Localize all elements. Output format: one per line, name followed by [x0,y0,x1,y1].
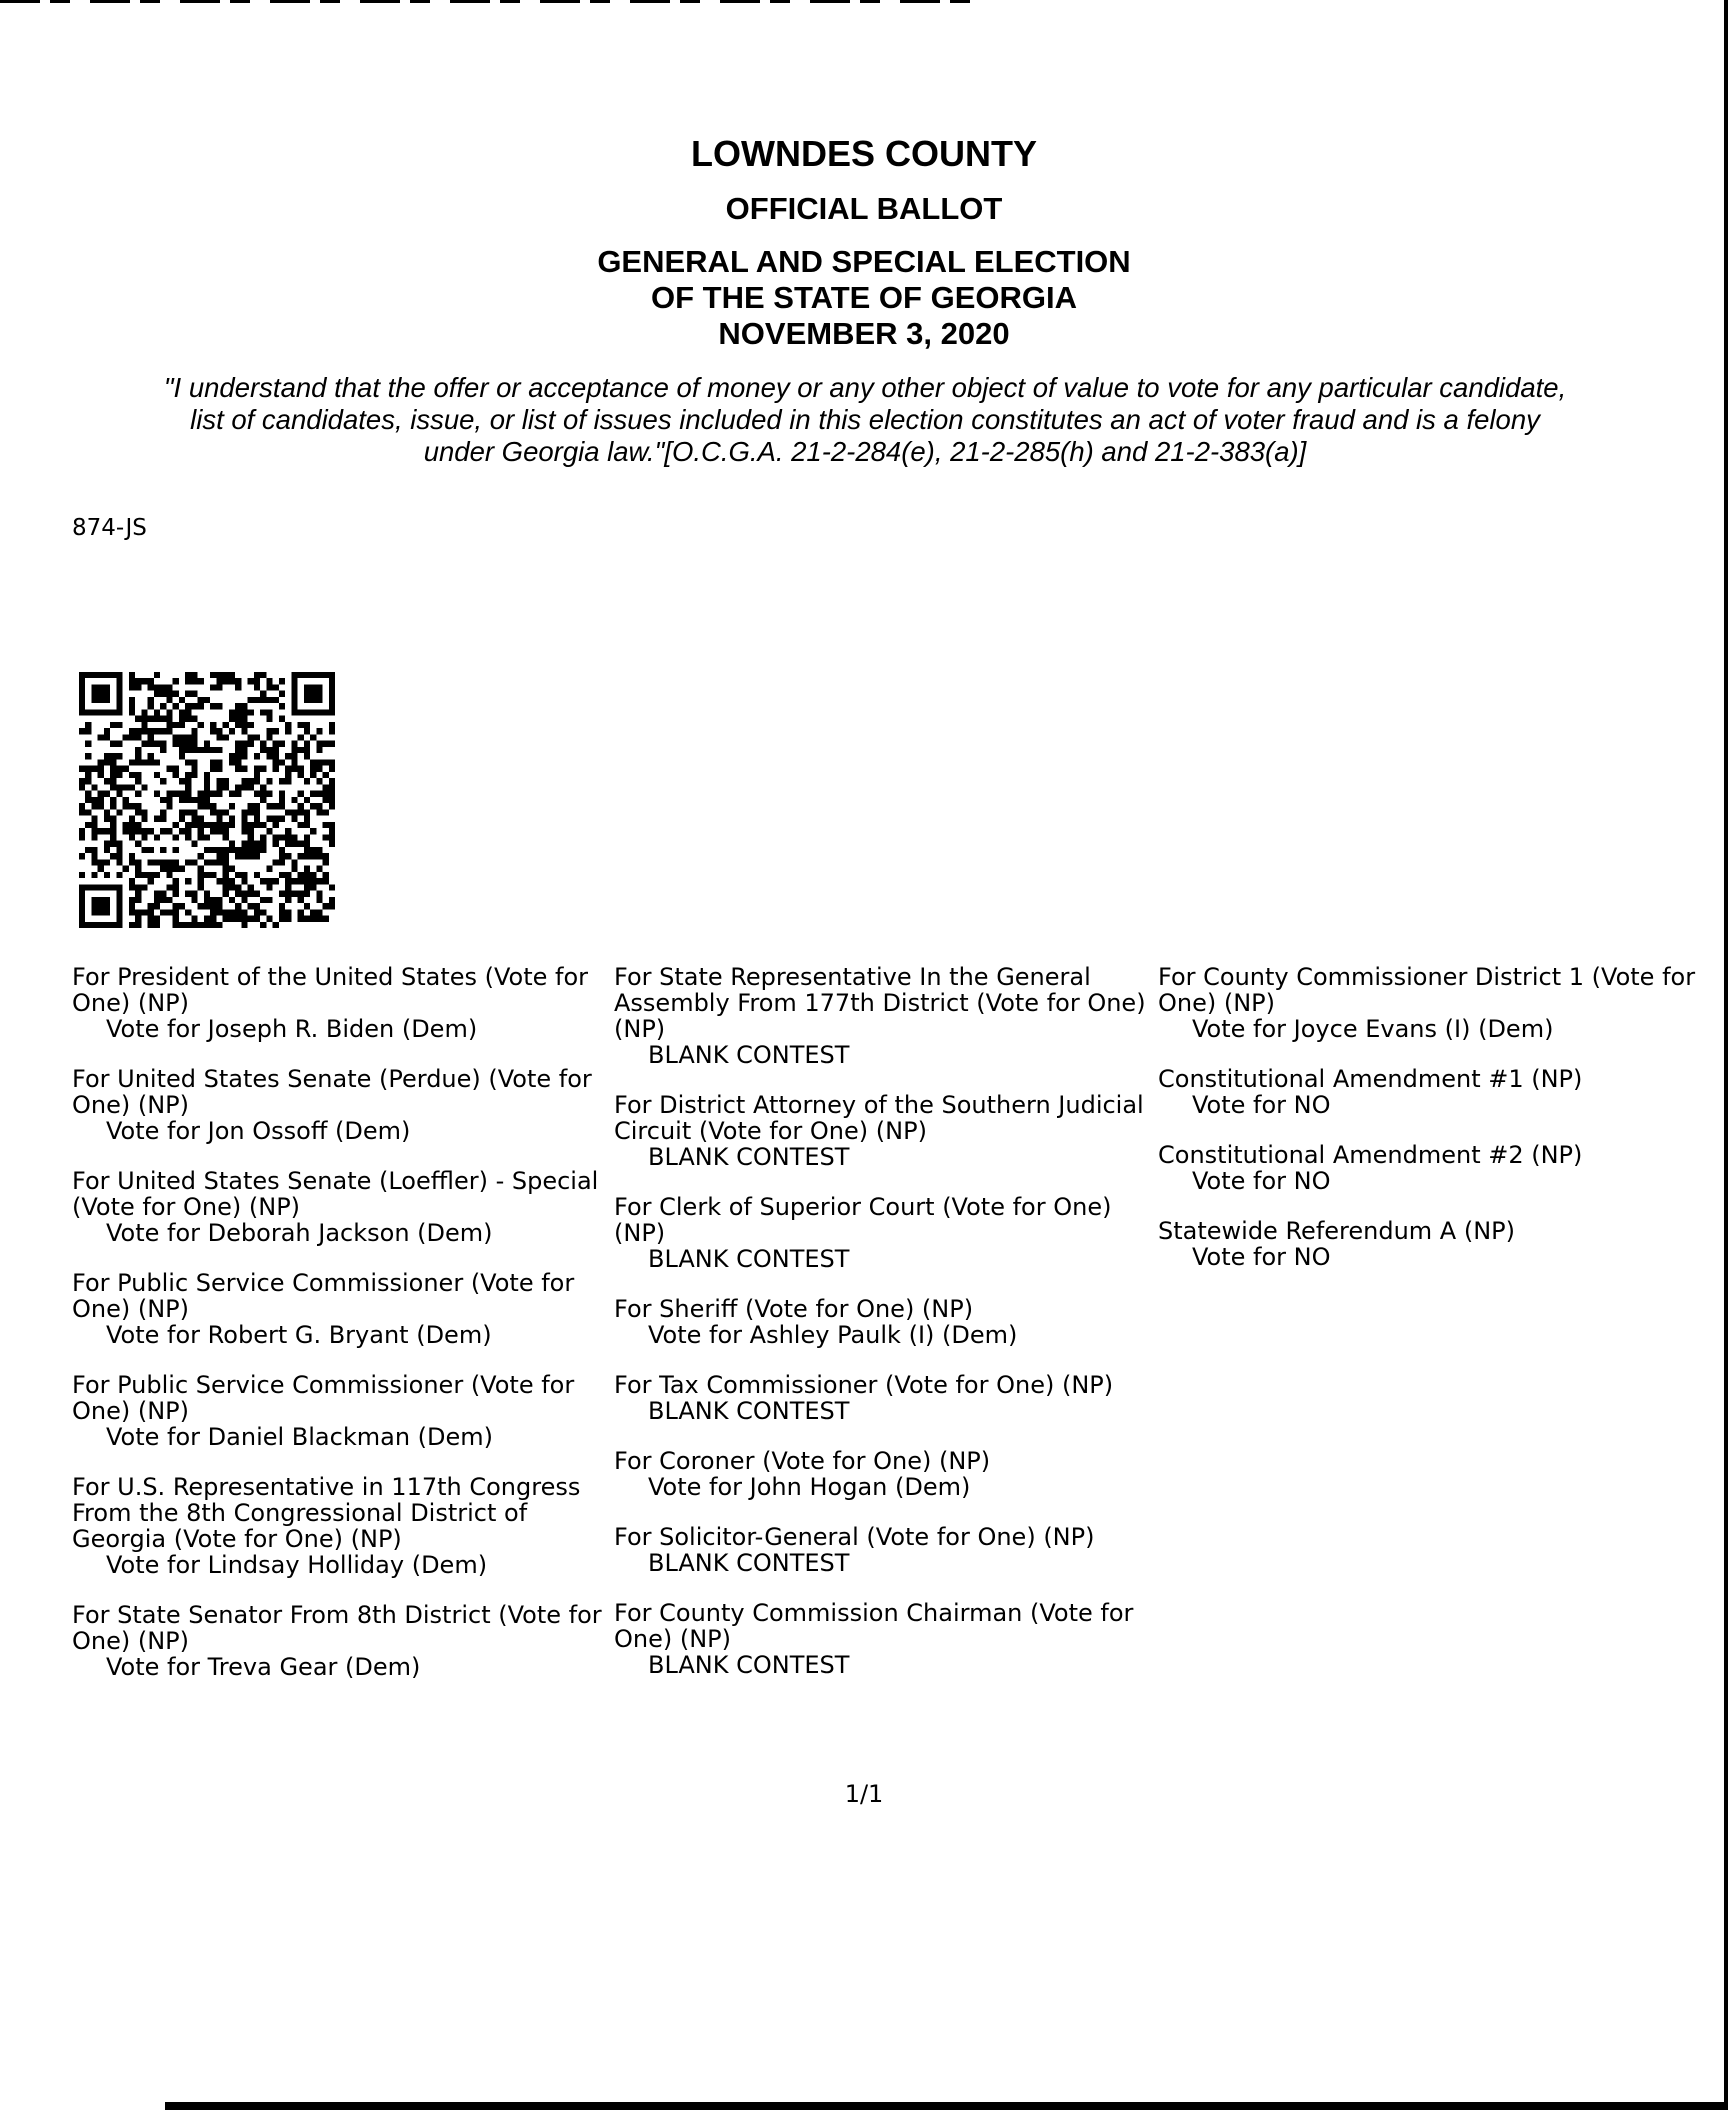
contest-item [614,1600,1159,1678]
contest-column-2 [614,964,1159,1702]
contest-selection: BLANK CONTEST [648,1549,850,1577]
oath-line-2: list of candidates, issue, or list of issues included in this election constitutes an act of voter fraud and is a felony [190,404,1540,435]
contest-title: For State Senator From 8th District (Vote for One) (NP) [72,1601,602,1655]
contest-title: For Solicitor-General (Vote for One) (NP) [614,1523,1095,1551]
qr-code [70,672,344,928]
contest-selection: Vote for Daniel Blackman (Dem) [106,1423,494,1451]
contest-column-3 [1158,964,1728,1294]
ballot-style-id: 874-JS [72,515,147,541]
contest-item [1158,1218,1728,1270]
contest-selection: Vote for Joseph R. Biden (Dem) [106,1015,478,1043]
contest-selection: Vote for Deborah Jackson (Dem) [106,1219,493,1247]
county-title: LOWNDES COUNTY [691,133,1037,174]
election-title [0,244,1728,352]
page-number: 1/1 [844,1780,884,1808]
official-ballot-title: OFFICIAL BALLOT [725,191,1003,226]
contest-selection: BLANK CONTEST [648,1041,850,1069]
contest-item [72,1602,617,1680]
election-date: NOVEMBER 3, 2020 [718,316,1010,351]
contest-selection: BLANK CONTEST [648,1651,850,1679]
contest-title: Statewide Referendum A (NP) [1158,1217,1515,1245]
contest-selection: Vote for John Hogan (Dem) [648,1473,971,1501]
contest-item [614,1092,1159,1170]
contest-selection: Vote for Jon Ossoff (Dem) [106,1117,411,1145]
contest-selection: BLANK CONTEST [648,1143,850,1171]
contest-selection: Vote for Lindsay Holliday (Dem) [106,1551,488,1579]
contest-item [614,1448,1159,1500]
contest-item [72,964,617,1042]
contest-selection: BLANK CONTEST [648,1245,850,1273]
contest-item [72,1168,617,1246]
contest-title: Constitutional Amendment #1 (NP) [1158,1065,1583,1093]
contest-item [614,1524,1159,1576]
contest-title: For Tax Commissioner (Vote for One) (NP) [614,1371,1114,1399]
contest-item [72,1066,617,1144]
contest-selection: Vote for NO [1192,1243,1331,1271]
contest-item [72,1474,617,1578]
contest-item [72,1270,617,1348]
contest-title: For President of the United States (Vote for One) (NP) [72,963,589,1017]
contest-selection: Vote for NO [1192,1167,1331,1195]
contest-item [614,1372,1159,1424]
contest-title: For U.S. Representative in 117th Congress From the 8th Congressional District of Georgia (Vote for One) (NP) [72,1473,581,1553]
contest-title: For United States Senate (Loeffler) - Special (Vote for One) (NP) [72,1167,599,1221]
oath-line-1: "I understand that the offer or acceptance of money or any other object of value to vote for any particular candidate, [163,372,1567,403]
contest-title: For County Commissioner District 1 (Vote for One) (NP) [1158,963,1696,1017]
contest-title: For Public Service Commissioner (Vote for One) (NP) [72,1269,575,1323]
contest-title: For Sheriff (Vote for One) (NP) [614,1295,974,1323]
election-line-1: GENERAL AND SPECIAL ELECTION [597,244,1131,279]
ballot-header [0,132,1728,352]
voter-oath [60,372,1670,468]
contest-selection: BLANK CONTEST [648,1397,850,1425]
contest-item [1158,1142,1728,1194]
contest-title: For County Commission Chairman (Vote for One) (NP) [614,1599,1134,1653]
contest-item [614,964,1159,1068]
contest-item [72,1372,617,1450]
contest-item [1158,964,1728,1042]
contest-selection: Vote for Joyce Evans (I) (Dem) [1192,1015,1554,1043]
contest-title: For State Representative In the General Assembly From 177th District (Vote for One) (NP) [614,963,1146,1043]
contest-title: For United States Senate (Perdue) (Vote for One) (NP) [72,1065,592,1119]
scan-edge-top [0,0,980,3]
contest-title: For Clerk of Superior Court (Vote for One) (NP) [614,1193,1112,1247]
contest-column-1 [72,964,617,1704]
contest-item [614,1296,1159,1348]
contest-title: For Public Service Commissioner (Vote for One) (NP) [72,1371,575,1425]
contest-title: Constitutional Amendment #2 (NP) [1158,1141,1583,1169]
contest-item [1158,1066,1728,1118]
election-line-2: OF THE STATE OF GEORGIA [651,280,1077,315]
scan-edge-bottom [165,2102,1728,2110]
contest-title: For Coroner (Vote for One) (NP) [614,1447,991,1475]
contest-selection: Vote for Ashley Paulk (I) (Dem) [648,1321,1018,1349]
contest-item [614,1194,1159,1272]
contest-selection: Vote for NO [1192,1091,1331,1119]
contest-title: For District Attorney of the Southern Judicial Circuit (Vote for One) (NP) [614,1091,1144,1145]
contest-selection: Vote for Treva Gear (Dem) [106,1653,421,1681]
oath-line-3: under Georgia law."[O.C.G.A. 21-2-284(e), 21-2-285(h) and 21-2-383(a)] [423,436,1307,467]
contest-selection: Vote for Robert G. Bryant (Dem) [106,1321,492,1349]
